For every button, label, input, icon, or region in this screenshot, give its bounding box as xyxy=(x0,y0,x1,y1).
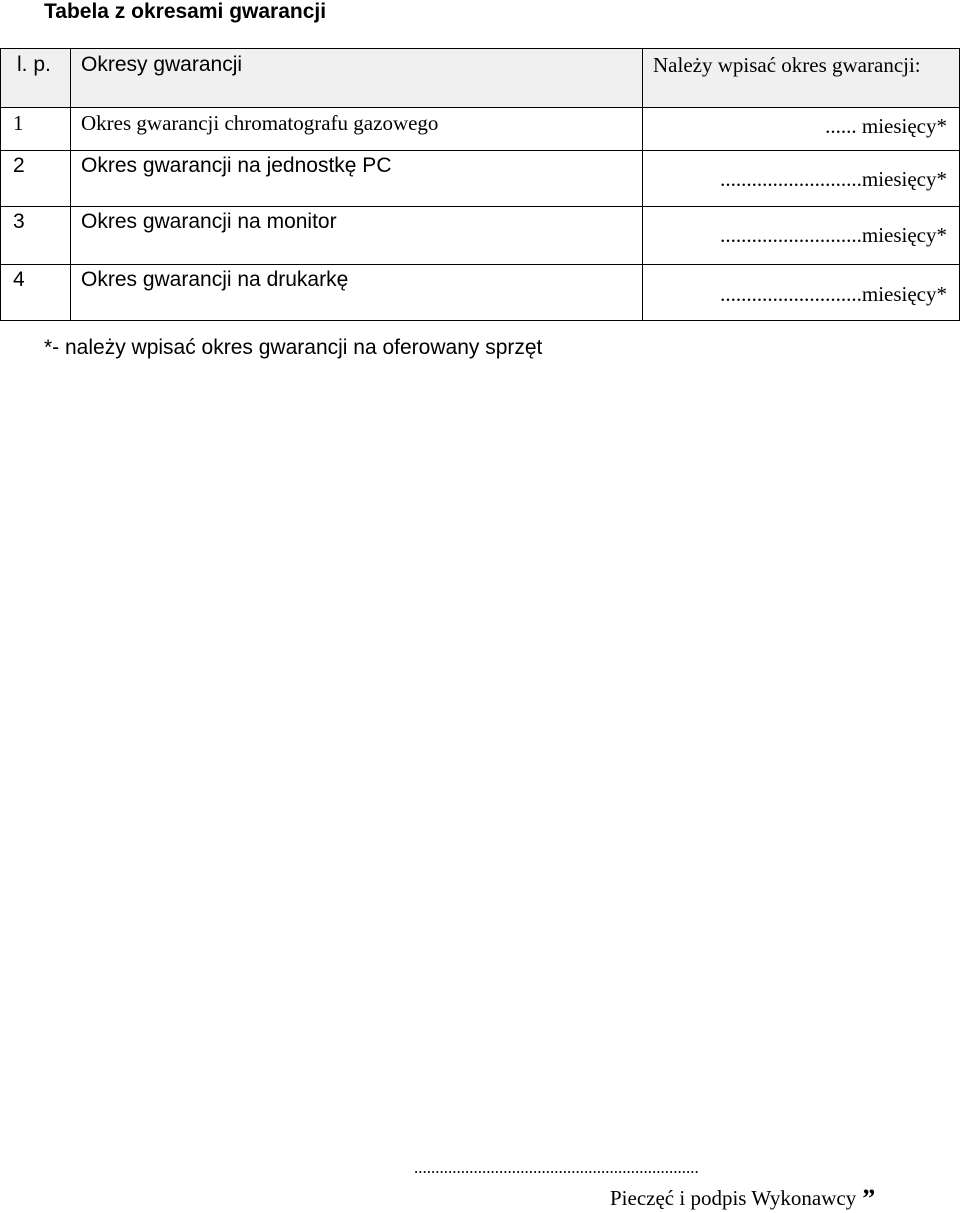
row-number: 2 xyxy=(1,151,71,207)
row-name: Okres gwarancji na monitor xyxy=(71,207,643,265)
document-title: Tabela z okresami gwarancji xyxy=(44,0,327,23)
warranty-months-text: ...... miesięcy* xyxy=(825,114,947,138)
header-enter-period: Należy wpisać okres gwarancji: xyxy=(643,49,960,108)
warranty-months-text: ...........................miesięcy* xyxy=(720,167,947,191)
warranty-table xyxy=(0,48,960,321)
signature-label: Pieczęć i podpis Wykonawcy xyxy=(610,1186,857,1210)
warranty-months-text: ...........................miesięcy* xyxy=(720,223,947,247)
header-warranty-periods: Okresy gwarancji xyxy=(71,49,643,108)
row-name: Okres gwarancji na jednostkę PC xyxy=(71,151,643,207)
warranty-months-field[interactable] xyxy=(643,151,960,207)
row-number: 3 xyxy=(1,207,71,265)
row-name: Okres gwarancji chromatografu gazowego xyxy=(71,108,643,151)
closing-quote: ” xyxy=(862,1184,876,1213)
table-row xyxy=(1,265,960,321)
warranty-months-field[interactable] xyxy=(643,108,960,151)
signature-caption xyxy=(610,1182,875,1212)
warranty-months-text: ...........................miesięcy* xyxy=(720,282,947,306)
signature-line: ................................................................... xyxy=(414,1158,699,1177)
warranty-months-field[interactable] xyxy=(643,265,960,321)
table-row xyxy=(1,151,960,207)
table-row xyxy=(1,108,960,151)
table-header-row xyxy=(1,49,960,108)
row-number: 4 xyxy=(1,265,71,321)
row-name: Okres gwarancji na drukarkę xyxy=(71,265,643,321)
header-lp: l. p. xyxy=(1,49,71,108)
warranty-months-field[interactable] xyxy=(643,207,960,265)
table-row xyxy=(1,207,960,265)
row-number: 1 xyxy=(1,108,71,151)
footnote: *- należy wpisać okres gwarancji na oferowany sprzęt xyxy=(44,336,543,359)
